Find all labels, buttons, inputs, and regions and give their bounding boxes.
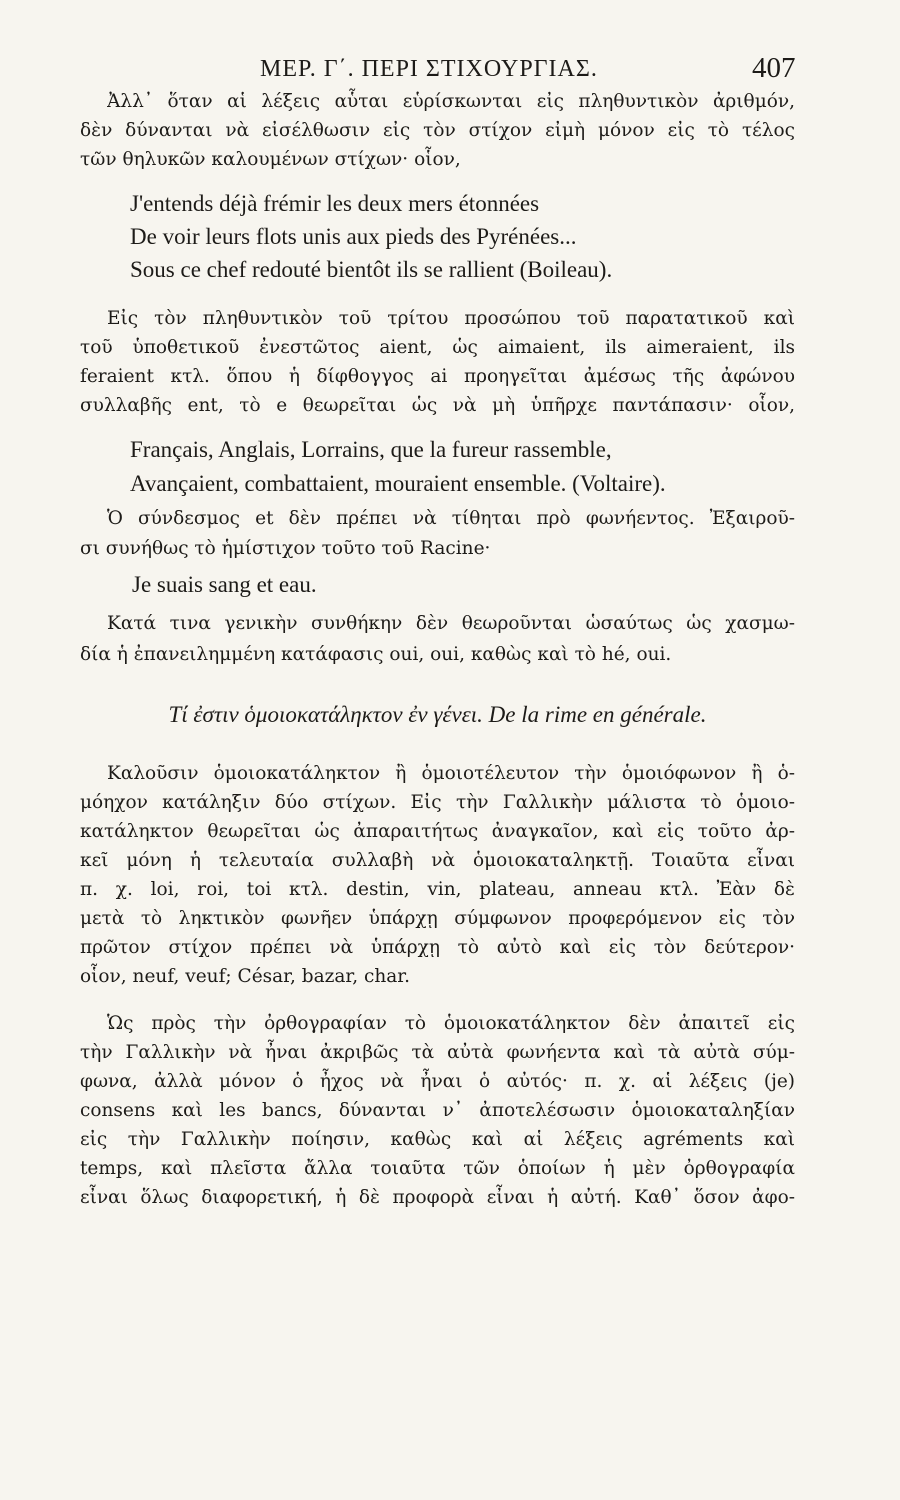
paragraph-line: feraient κτλ. ὅπου ἡ δίφθογγος ai προηγεῖται ἀμέσως τῆς ἀφώνου	[80, 366, 795, 387]
paragraph-line: κεῖ μόνη ἡ τελευταία συλλαβὴ νὰ ὁμοιοκαταληκτῇ. Τοιαῦτα εἶναι	[80, 850, 795, 871]
verse-line: De voir leurs flots unis aux pieds des Pyrénées...	[130, 224, 577, 249]
paragraph-line: εἰς τὴν Γαλλικὴν ποίησιν, καθὼς καὶ αἱ λέξεις agréments καὶ	[80, 1129, 795, 1150]
verse-line: J'entends déjà frémir les deux mers étonnées	[130, 191, 540, 216]
paragraph-line: μόηχον κατάληξιν δύο στίχων. Εἰς τὴν Γαλλικὴν μάλιστα τὸ ὁμοιο-	[80, 792, 795, 813]
verse-line: Avançaient, combattaient, mouraient ensemble. (Voltaire).	[130, 471, 666, 496]
paragraph-line: Ὡς πρὸς τὴν ὀρθογραφίαν τὸ ὁμοιοκατάληκτον δὲν ἀπαιτεῖ εἰς	[107, 1013, 795, 1034]
verse-line: Je suais sang et eau.	[132, 572, 317, 597]
paragraph-line: τὴν Γαλλικὴν νὰ ἦναι ἀκριβῶς τὰ αὐτὰ φωνήεντα καὶ τὰ αὐτὰ σύμ-	[80, 1042, 795, 1063]
paragraph-line: τῶν θηλυκῶν καλουμένων στίχων· οἷον,	[80, 149, 461, 170]
paragraph-line: οἷον, neuf, veuf; César, bazar, char.	[80, 966, 410, 987]
paragraph-line: Ὁ σύνδεσμος et δὲν πρέπει νὰ τίθηται πρὸ φωνήεντος. Ἐξαιροῦ-	[107, 508, 795, 529]
paragraph-line: Ἀλλ᾽ ὅταν αἱ λέξεις αὗται εὑρίσκωνται εἰς πληθυντικὸν ἀριθμόν,	[107, 91, 795, 112]
running-header	[0, 52, 900, 92]
paragraph-line: μετὰ τὸ ληκτικὸν φωνῆεν ὑπάρχῃ σύμφωνον προφερόμενον εἰς τὸν	[80, 908, 795, 929]
paragraph-line: συλλαβῆς ent, τὸ e θεωρεῖται ὡς νὰ μὴ ὑπῆρχε παντάπασιν· οἷον,	[80, 395, 795, 416]
paragraph-line: σι συνήθως τὸ ἡμίστιχον τοῦτο τοῦ Racine·	[80, 538, 491, 559]
verse-line: Sous ce chef redouté bientôt ils se rallient (Boileau).	[130, 257, 613, 282]
paragraph-line: φωνα, ἀλλὰ μόνον ὁ ἦχος νὰ ἦναι ὁ αὐτός· π. χ. αἱ λέξεις (je)	[80, 1071, 795, 1092]
page-number: 407	[752, 52, 796, 84]
paragraph-line: κατάληκτον θεωρεῖται ὡς ἀπαραιτήτως ἀναγκαῖον, καὶ εἰς τοῦτο ἀρ-	[80, 821, 795, 842]
paragraph-line: δὲν δύνανται νὰ εἰσέλθωσιν εἰς τὸν στίχον εἰμὴ μόνον εἰς τὸ τέλος	[80, 120, 795, 141]
paragraph-line: π. χ. loi, roi, toi κτλ. destin, vin, plateau, anneau κτλ. Ἐὰν δὲ	[80, 879, 795, 900]
paragraph-line: τοῦ ὑποθετικοῦ ἐνεστῶτος aient, ὡς aimaient, ils aimeraient, ils	[80, 337, 795, 358]
verse-line: Français, Anglais, Lorrains, que la fureur rassemble,	[130, 437, 612, 462]
section-heading: Τί ἐστιν ὁμοιοκατάληκτον ἐν γένει. De la rime en générale.	[168, 702, 707, 727]
paragraph-line: εἶναι ὅλως διαφορετική, ἡ δὲ προφορὰ εἶναι ἡ αὐτή. Καθ᾽ ὅσον ἀφο-	[80, 1187, 795, 1208]
paragraph-line: πρῶτον στίχον πρέπει νὰ ὑπάρχῃ τὸ αὐτὸ καὶ εἰς τὸν δεύτερον·	[80, 937, 795, 958]
paragraph-line: Εἰς τὸν πληθυντικὸν τοῦ τρίτου προσώπου τοῦ παρατατικοῦ καὶ	[107, 308, 795, 329]
paragraph-line: δία ἡ ἐπανειλημμένη κατάφασις oui, oui, καθὼς καὶ τὸ hé, oui.	[80, 644, 672, 665]
paragraph-line: temps, καὶ πλεῖστα ἄλλα τοιαῦτα τῶν ὁποίων ἡ μὲν ὀρθογραφία	[80, 1158, 795, 1179]
paragraph-line: consens καὶ les bancs, δύνανται ν᾽ ἀποτελέσωσιν ὁμοιοκαταληξίαν	[80, 1100, 795, 1121]
paragraph-line: Καλοῦσιν ὁμοιοκατάληκτον ἢ ὁμοιοτέλευτον τὴν ὁμοιόφωνον ἢ ὁ-	[107, 763, 795, 784]
paragraph-line: Κατά τινα γενικὴν συνθήκην δὲν θεωροῦνται ὡσαύτως ὡς χασμω-	[107, 613, 795, 634]
page-header-title: ΜΕΡ. Γ΄. ΠΕΡΙ ΣΤΙΧΟΥΡΓΙΑΣ.	[260, 56, 598, 82]
